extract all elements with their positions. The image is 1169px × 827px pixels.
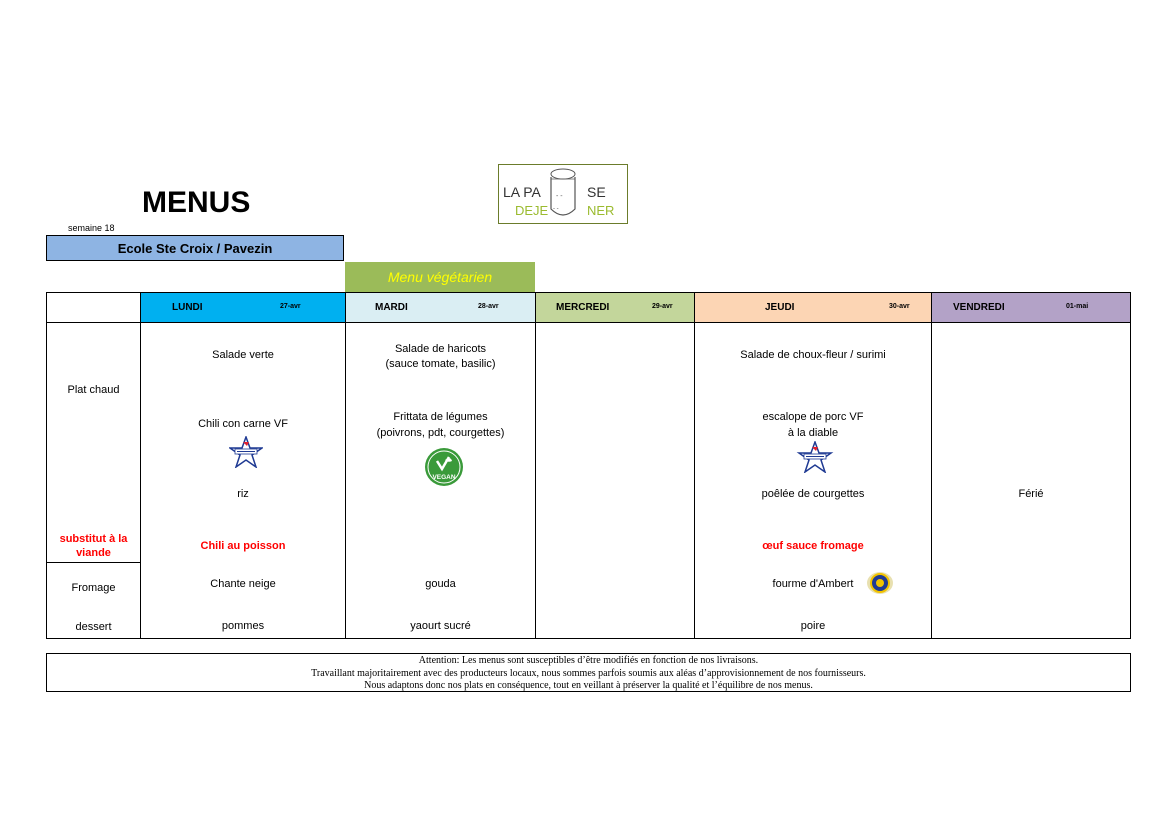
week-label: semaine 18 — [68, 223, 115, 233]
jeudi-fromage: fourme d'Ambert — [772, 578, 854, 590]
row-label-dessert: dessert — [75, 621, 112, 633]
jeudi-accompagnement: poêlée de courgettes — [761, 488, 865, 500]
aop-label-icon — [866, 571, 894, 600]
notice-line2: Travaillant majoritairement avec des producteurs locaux, nous sommes parfois soumis aux aléas d’approvisionnement de nos fournisseurs. — [311, 667, 866, 679]
grid-line — [931, 292, 932, 639]
logo-line2-left: DEJE — [515, 203, 549, 218]
vegan-icon — [424, 447, 464, 492]
logo-line1-right: SE — [587, 184, 606, 200]
day-date-lundi: 27-avr — [280, 303, 301, 310]
jeudi-substitut: œuf sauce fromage — [762, 540, 864, 552]
row-label-substitut: substitut à la viande — [59, 533, 128, 559]
viande-francaise-icon — [796, 441, 834, 478]
vendredi-status: Férié — [1018, 488, 1044, 500]
lundi-substitut: Chili au poisson — [200, 540, 286, 552]
notice-box — [46, 653, 1131, 692]
row-label-fromage: Fromage — [71, 582, 116, 594]
notice-line1: Attention: Les menus sont susceptibles d’être modifiés en fonction de nos livraisons. — [418, 655, 759, 666]
grid-line — [46, 322, 1131, 323]
mardi-fromage: gouda — [425, 578, 456, 590]
brand-logo — [498, 164, 628, 224]
lundi-entree: Salade verte — [212, 349, 274, 361]
mardi-entree-line1: Salade de haricots — [394, 343, 487, 355]
day-date-mercredi: 29-avr — [652, 303, 673, 310]
lundi-plat: Chili con carne VF — [198, 418, 288, 430]
day-name-vendredi: VENDREDI — [953, 302, 1005, 313]
svg-text:- -: - - — [556, 193, 563, 200]
page-title: MENUS — [142, 186, 251, 219]
svg-text:- -: - - — [553, 206, 559, 212]
day-name-mardi: MARDI — [375, 302, 408, 313]
lundi-fromage: Chante neige — [210, 578, 276, 590]
jeudi-plat-line1: escalope de porc VF — [762, 411, 864, 423]
grid-line — [535, 292, 536, 639]
day-name-lundi: LUNDI — [172, 302, 203, 313]
jeudi-plat-line2: à la diable — [787, 427, 839, 439]
lundi-dessert: pommes — [221, 620, 265, 632]
day-date-jeudi: 30-avr — [889, 303, 910, 310]
day-date-vendredi: 01-mai — [1066, 303, 1089, 310]
notice-line3: Nous adaptons donc nos plats en conséquence, tout en veillant à préserver la qualité et l’équilibre de nos menus. — [364, 680, 813, 691]
grid-line — [46, 562, 141, 563]
grid-line — [46, 638, 1131, 639]
jeudi-dessert: poire — [800, 620, 826, 632]
grid-line — [1130, 292, 1131, 639]
school-name: Ecole Ste Croix / Pavezin — [46, 235, 344, 261]
row-label-plat: Plat chaud — [67, 384, 120, 396]
grid-line — [694, 292, 695, 639]
day-name-jeudi: JEUDI — [765, 302, 795, 313]
logo-line1-left: LA PA — [503, 184, 541, 200]
mardi-entree-line2: (sauce tomate, basilic) — [385, 358, 496, 370]
chef-hat-logo-icon — [499, 165, 627, 223]
jeudi-entree: Salade de choux-fleur / surimi — [740, 349, 886, 361]
logo-line2-right: NER — [587, 203, 615, 218]
vegetarian-banner: Menu végétarien — [345, 262, 535, 292]
day-name-mercredi: MERCREDI — [556, 302, 610, 313]
mardi-plat-line2: (poivrons, pdt, courgettes) — [376, 427, 505, 439]
lundi-accompagnement: riz — [237, 488, 249, 500]
mardi-plat-line1: Frittata de légumes — [393, 411, 488, 423]
grid-line — [46, 292, 1131, 293]
viande-francaise-icon — [229, 436, 263, 473]
day-date-mardi: 28-avr — [478, 303, 499, 310]
mardi-dessert: yaourt sucré — [410, 620, 471, 632]
vegan-label: VEGAN — [432, 474, 456, 481]
